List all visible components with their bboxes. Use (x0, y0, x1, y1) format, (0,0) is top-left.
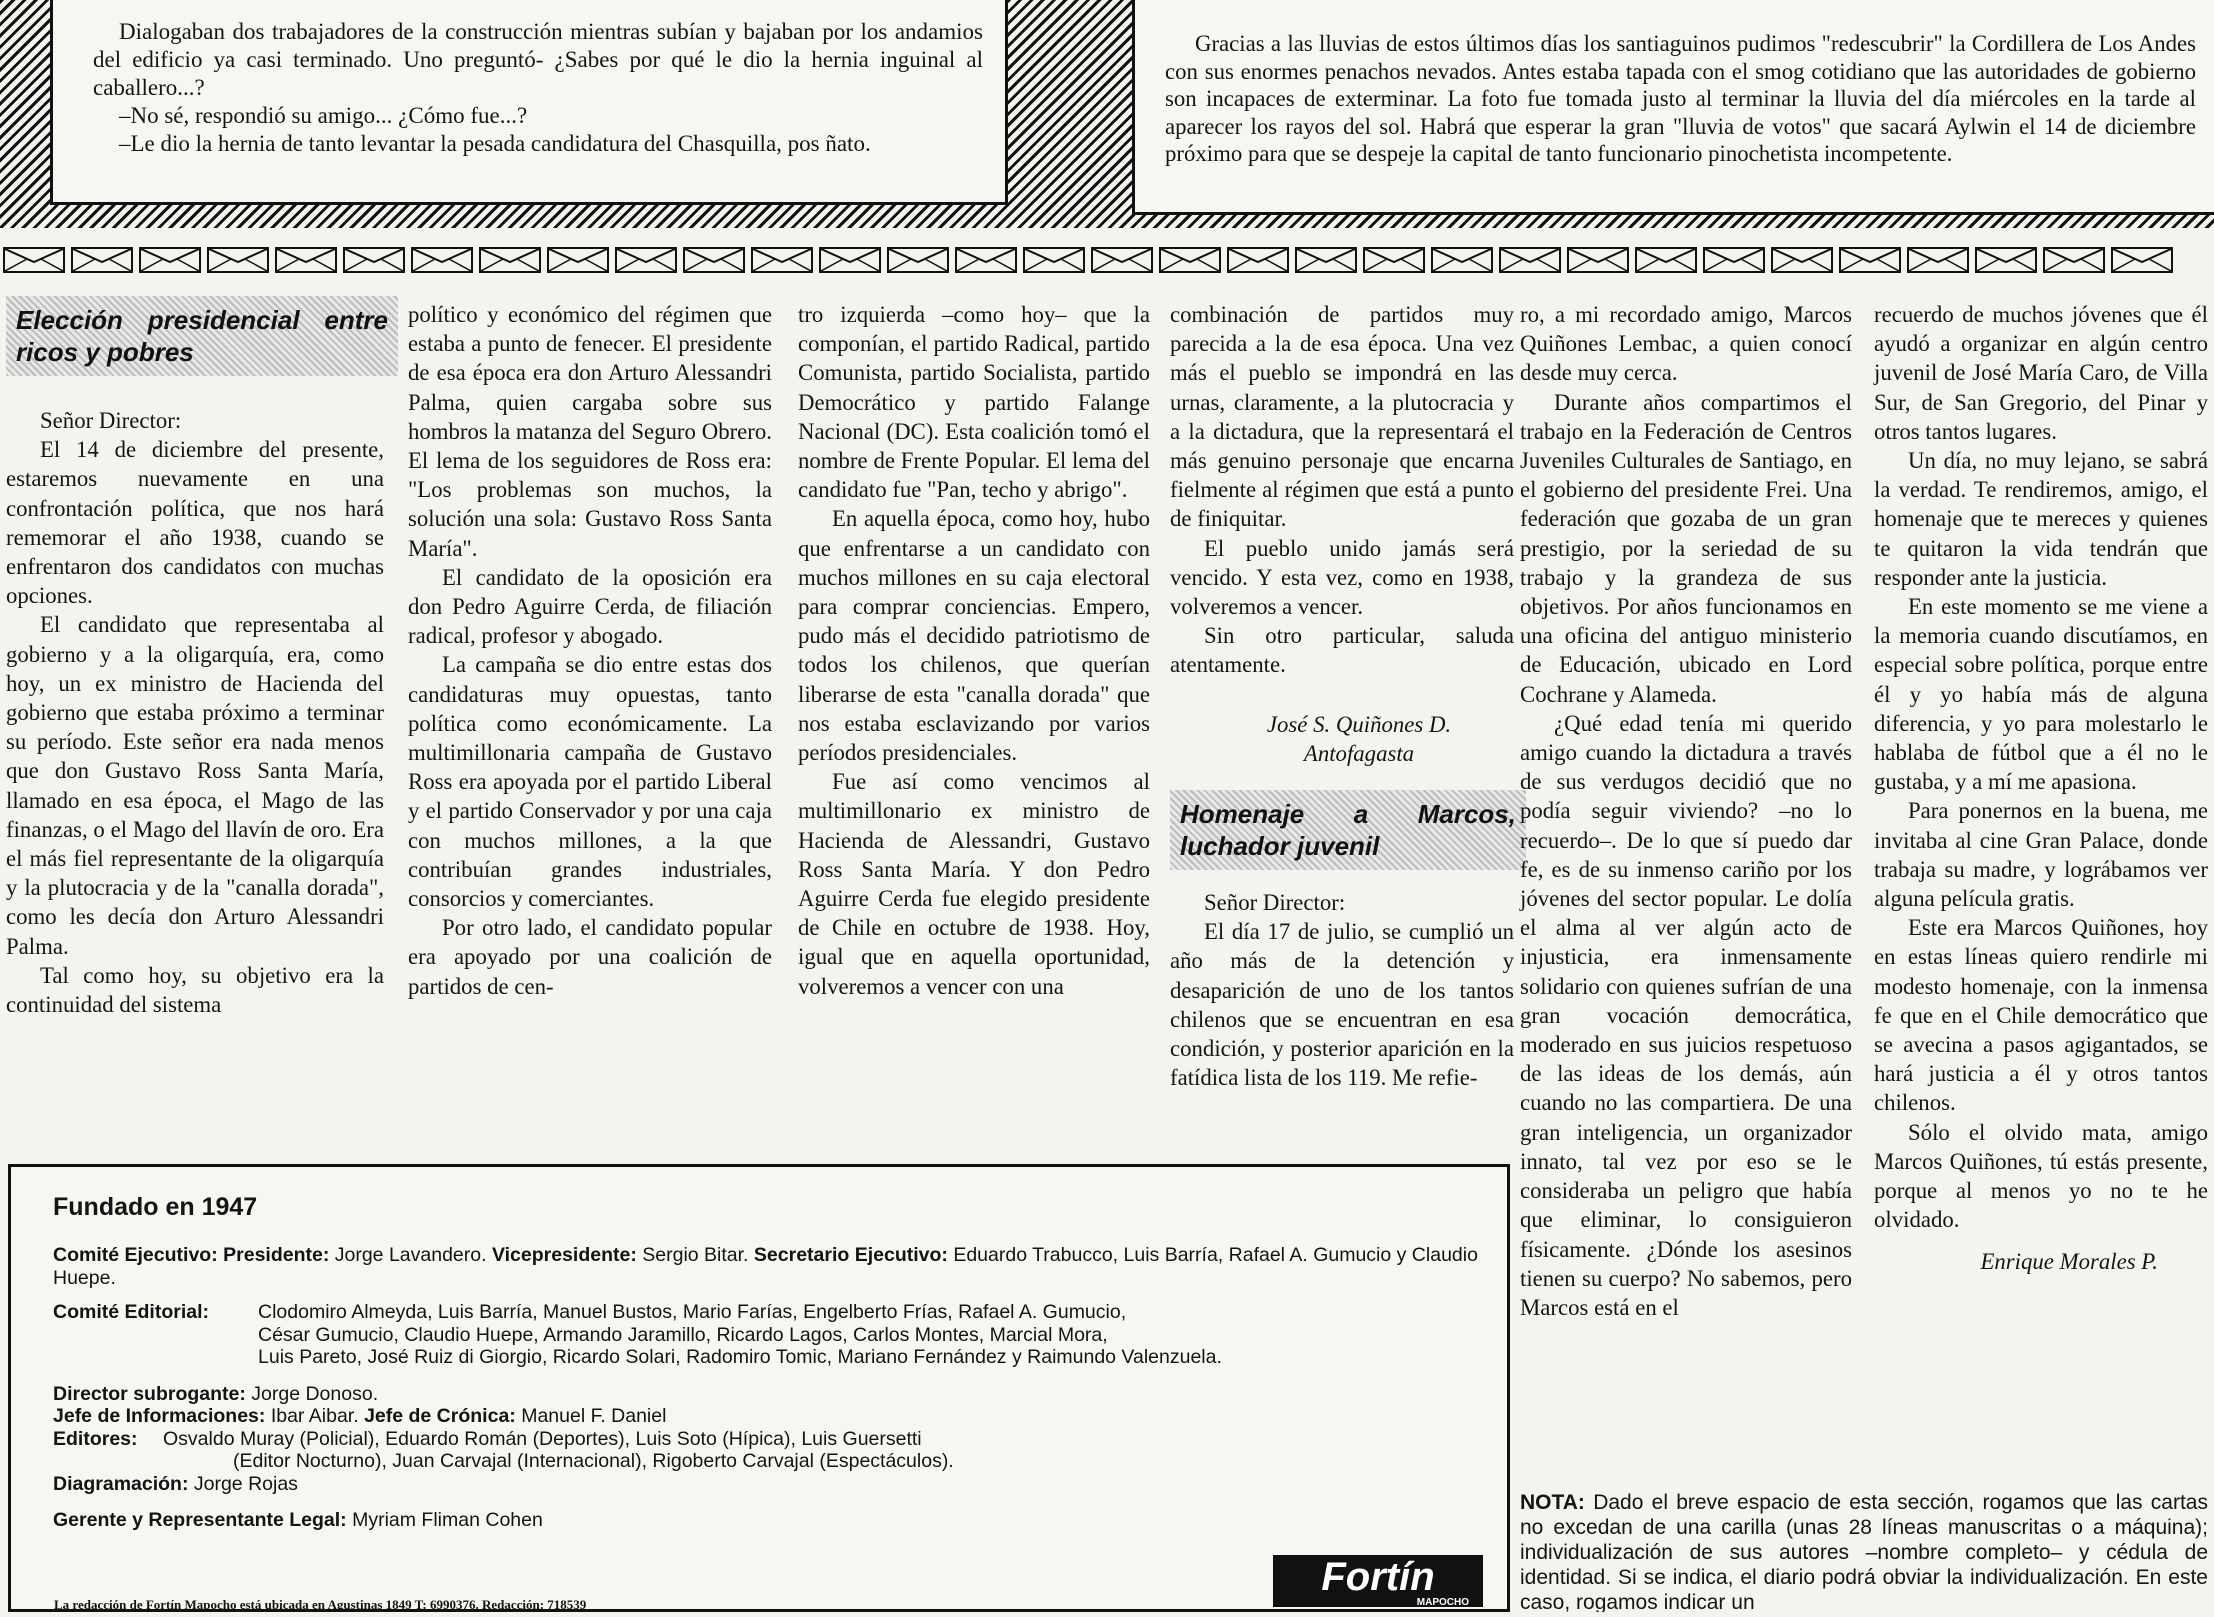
envelope-icon (479, 247, 541, 273)
letter2-paragraph: Para ponernos en la buena, me invitaba al cine Gran Palace, donde trabaja su madre, y lográbamos ver alguna película gratis. (1874, 798, 2208, 912)
letter1-paragraph: En aquella época, como hoy, hubo que enfrentarse a un candidato con muchos millones en su caja electoral para comprar conciencias. Empero, pudo más el decidido patriotismo de todos los chilenos, que querían liberarse de esta "canalla dorada" que nos estaba esclavizando por varios períodos presidenciales. (798, 506, 1150, 766)
fortin-logo: Fortín MAPOCHO (1273, 1555, 1483, 1607)
letter2-paragraph: Durante años compartimos el trabajo en la Federación de Centros Juveniles Culturales de Santiago, en el gobierno del presidente Frei. Una federación que gozaba de un gran prestigio, por la seriedad de su trabajo y la grandeza de sus objetivos. Por años funcionamos en una oficina del antiguo ministerio de Educación, ubicado en Lord Cochrane y Alameda. (1520, 389, 1852, 707)
envelope-icon (3, 247, 65, 273)
envelope-icon (547, 247, 609, 273)
letter1-column-2 (408, 300, 772, 1001)
envelope-icon (1771, 247, 1833, 273)
address-line: La redacción de Fortín Mapocho está ubicada en Agustinas 1849 T: 6990376. Redacción: 718539 (54, 1597, 587, 1612)
letter2-paragraph: Un día, no muy lejano, se sabrá la verdad. Te rendiremos, amigo, el homenaje que te mereces y quienes te quitaron la vida tendrán que responder ante la justicia. (1874, 448, 2208, 590)
letter1-heading: Elección presidencial entre ricos y pobres (6, 296, 398, 376)
letter1-paragraph: político y económico del régimen que estaba a punto de fenecer. El presidente de esa época era don Arturo Alessandri Palma, quien cargaba sobre sus hombros la matanza del Seguro Obrero. El lema de los seguidores de Ross era: "Los problemas son muchos, la solución una sola: Gustavo Ross Santa María". (408, 302, 772, 561)
envelope-strip (0, 240, 2214, 280)
gerente: Gerente y Representante Legal: Myriam Fliman Cohen (53, 1509, 543, 1531)
photo-caption: Gracias a las lluvias de estos últimos días los santiaguinos pudimos "redescubrir" la Cordillera de Los Andes con sus enormes penachos nevados. Antes estaba tapada con el smog cotidiano que las autoridades de gobierno son incapaces de exterminar. La foto fue tomada justo al terminar la lluvia del día miércoles en la tarde al aparecer los rayos del sol. Habrá que esperar la gran "lluvia de votos" que sacará Aylwin el 14 de diciembre próximo para que se despeje la capital de tanto funcionario pinochetista incompetente. (1165, 31, 2196, 166)
envelope-icon (2111, 247, 2173, 273)
letter1-signature-name: José S. Quiñones D. (1266, 711, 1452, 737)
envelope-icon (1091, 247, 1153, 273)
letter1-paragraph: El 14 de diciembre del presente, estaremos nuevamente en una confrontación política, que nos hará rememorar el año 1938, cuando se enfrentaron dos candidatos con muchas opciones. (6, 437, 384, 609)
letter1-paragraph: La campaña se dio entre estas dos candidaturas muy opuestas, tanto política como económicamente. La multimillonaria campaña de Gustavo Ross era apoyada por el partido Liberal y el partido Conservador y por una caja con muchos millones, a la que contribuían grandes industriales, consorcios y comerciantes. (408, 652, 772, 912)
nota-box (1520, 1490, 2208, 1612)
letter1-column-3 (798, 300, 1150, 1001)
envelope-icon (139, 247, 201, 273)
letter2-paragraph: Este era Marcos Quiñones, hoy en estas líneas quiero rendirle mi modesto homenaje, con la inmensa fe que en el Chile democrático que se avecina a pasos agigantados, se hará justicia a él y otros tantos chilenos. (1874, 915, 2208, 1116)
founded-line: Fundado en 1947 (53, 1193, 258, 1221)
letter1-paragraph: Fue así como vencimos al multimillonario ex ministro de Hacienda de Alessandri, Gustavo Ross Santa María. Y don Pedro Aguirre Cerda fue elegido presidente de Chile en octubre de 1938. Hoy, igual que en aquella oportunidad, volveremos a vencer con una (798, 769, 1150, 999)
letter2-heading: Homenaje a Marcos, luchador juvenil (1170, 790, 1526, 870)
letter1-paragraph: tro izquierda –como hoy– que la componían, el partido Radical, partido Comunista, partido Socialista, partido Democrático y partido Falange Nacional (DC). Esta coalición tomó el nombre de Frente Popular. El lema del candidato fue "Pan, techo y abrigo". (798, 302, 1150, 503)
envelope-icon (2043, 247, 2105, 273)
comite-editorial: Comité Editorial: Clodomiro Almeyda, Luis Barría, Manuel Bustos, Mario Farías, Engelberto Frías, Rafael A. Gumucio, César Gumucio, Claudio Huepe, Armando Jaramillo, Ricardo Lagos, Carlos Montes, Marcial Mora, Luis Pareto, José Ruiz di Giorgio, Ricardo Solari, Radomiro Tomic, Mariano Fernández y Raimundo Valenzuela. (53, 1301, 1222, 1368)
letter2-paragraph: recuerdo de muchos jóvenes que él ayudó a organizar en algún centro juvenil de José María Caro, de Villa Sur, de San Gregorio, del Pinar y otros tantos lugares. (1874, 302, 2208, 444)
envelope-icon (207, 247, 269, 273)
diagramacion: Diagramación: Jorge Rojas (53, 1472, 298, 1495)
envelope-icon (71, 247, 133, 273)
envelope-icon (343, 247, 405, 273)
joke-paragraph-2: –No sé, respondió su amigo... ¿Cómo fue...? (119, 103, 528, 128)
envelope-icon (1635, 247, 1697, 273)
envelope-icon (1159, 247, 1221, 273)
director-subrogante: Director subrogante: Jorge Donoso. (53, 1382, 379, 1405)
column-4 (1170, 300, 1514, 1092)
top-left-joke-box (50, 0, 1008, 205)
envelope-icon (683, 247, 745, 273)
letter2-paragraph: El día 17 de julio, se cumplió un año más de la detención y desaparición de uno de los tantos chilenos que se encuentran en esa condición, y posterior aparición en la fatídica lista de los 119. Me refie- (1170, 919, 1514, 1091)
letter2-paragraph: ¿Qué edad tenía mi querido amigo cuando la dictadura a través de sus verdugos decidió que no podía seguir viviendo? –no lo recuerdo–. De lo que sí puedo dar fe, es de su inmenso cariño por los jóvenes del sector popular. Le dolía el alma al ver algún acto de injusticia, era inmensamente solidario con quienes sufrían de una gran vocación democrática, moderado en sus juicios respetuoso de las ideas de los demás, aún cuando no las compartiera. De una gran inteligencia, un organizador innato, tal vez por eso se le consideraba un peligro que había que eliminar, lo consiguieron físicamente. ¿Dónde los asesinos tienen su cuerpo? No sabemos, pero Marcos está en el (1520, 710, 1852, 1320)
letter1-paragraph: El pueblo unido jamás será vencido. Y esta vez, como en 1938, volveremos a vencer. (1170, 535, 1514, 620)
envelope-icon (1023, 247, 1085, 273)
envelope-icon (887, 247, 949, 273)
envelope-icon (1703, 247, 1765, 273)
letter1-paragraph: El candidato que representaba al gobierno y a la oligarquía, era, como hoy, un ex ministro de Hacienda del gobierno que estaba próximo a terminar su período. Este señor era nada menos que don Gustavo Ross Santa María, llamado en esa época, el Mago de las finanzas, o el Mago del llavín de oro. Era el más fiel representante de la oligarquía y la plutocracia y de la "canalla dorada", como les decía don Arturo Alessandri Palma. (6, 612, 384, 959)
editores: Editores: Osvaldo Muray (Policial), Eduardo Román (Deportes), Luis Soto (Hípica), Luis Guersetti (Editor Nocturno), Juan Carvajal (Internacional), Rigoberto Carvajal (Espectáculos). (53, 1427, 954, 1472)
joke-paragraph-1: Dialogaban dos trabajadores de la construcción mientras subían y bajaban por los andamios del edificio ya casi terminado. Uno preguntó- ¿Sabes por qué le dio la hernia inguinal al caballero...? (93, 19, 983, 100)
jefes-line: Jefe de Informaciones: Ibar Aibar. Jefe de Crónica: Manuel F. Daniel (53, 1405, 667, 1427)
letter2-paragraph: En este momento se me viene a la memoria cuando discutíamos, en especial sobre política, porque entre él y yo había más de alguna diferencia, y yo para molestarlo le hablaba de fútbol que a él no le gustaba, y a mí me apasiona. (1874, 594, 2208, 795)
letter2-paragraph: Sólo el olvido mata, amigo Marcos Quiñones, tú estás presente, porque al menos yo no te he olvidado. (1874, 1119, 2208, 1233)
envelope-icon (1295, 247, 1357, 273)
letter1-paragraph: El candidato de la oposición era don Pedro Aguirre Cerda, de filiación radical, profesor y abogado. (408, 564, 772, 649)
letter2-paragraph: ro, a mi recordado amigo, Marcos Quiñones Lembac, a quien conocí desde muy cerca. (1520, 302, 1852, 386)
letter1-paragraph: Por otro lado, el candidato popular era apoyado por una coalición de partidos de cen- (408, 915, 772, 999)
envelope-icon (615, 247, 677, 273)
letter1-paragraph: Tal como hoy, su objetivo era la continuidad del sistema (6, 962, 384, 1018)
nota-text: Dado el breve espacio de esta sección, rogamos que las cartas no excedan de una carilla (unas 28 líneas manuscritas o a máquina); individualización de sus autores –nombre completo– y cédula de identidad. Si se indica, el diario podrá obviar la individualización. En este caso, rogamos indicar un (1520, 1491, 2208, 1612)
masthead-box (8, 1164, 1510, 1612)
envelope-icon (1975, 247, 2037, 273)
envelope-icon (275, 247, 337, 273)
letter1-paragraph: Sin otro particular, saluda atentamente. (1170, 623, 1514, 678)
envelope-icon (751, 247, 813, 273)
envelope-icon (1431, 247, 1493, 273)
joke-paragraph-3: –Le dio la hernia de tanto levantar la pesada candidatura del Chasquilla, pos ñato. (119, 131, 871, 156)
letter1-salutation: Señor Director: (40, 408, 182, 433)
envelope-icon (1839, 247, 1901, 273)
letter2-column-5 (1520, 300, 1852, 1322)
envelope-icon (1499, 247, 1561, 273)
envelope-icon (819, 247, 881, 273)
letter2-signature: Enrique Morales P. (1980, 1248, 2158, 1274)
envelope-icon (1227, 247, 1289, 273)
envelope-icon (1363, 247, 1425, 273)
nota-label: NOTA: (1520, 1491, 1585, 1514)
letter2-column-6 (1874, 300, 2208, 1276)
letter1-signature-city: Antofagasta (1303, 740, 1415, 766)
envelope-icon (1907, 247, 1969, 273)
envelope-icon (955, 247, 1017, 273)
envelope-icon (1567, 247, 1629, 273)
letter1-paragraph: combinación de partidos muy parecida a la de esa época. Una vez más el pueblo se impondrá en las urnas, claramente, a la plutocracia y a la dictadura, que la representará el más genuino personaje que encarna fielmente al régimen que está a punto de finiquitar. (1170, 302, 1514, 532)
top-right-caption-box (1132, 0, 2214, 215)
comite-ejecutivo: Comité Ejecutivo: Presidente: Jorge Lavandero. Vicepresidente: Sergio Bitar. Secretario Ejecutivo: Eduardo Trabucco, Luis Barría, Rafael A. Gumucio y Claudio Huepe. (53, 1244, 1478, 1289)
envelope-icon (411, 247, 473, 273)
letter2-salutation: Señor Director: (1204, 890, 1346, 916)
letter1-column-1 (6, 296, 388, 1019)
envelope-icons (0, 260, 2176, 277)
